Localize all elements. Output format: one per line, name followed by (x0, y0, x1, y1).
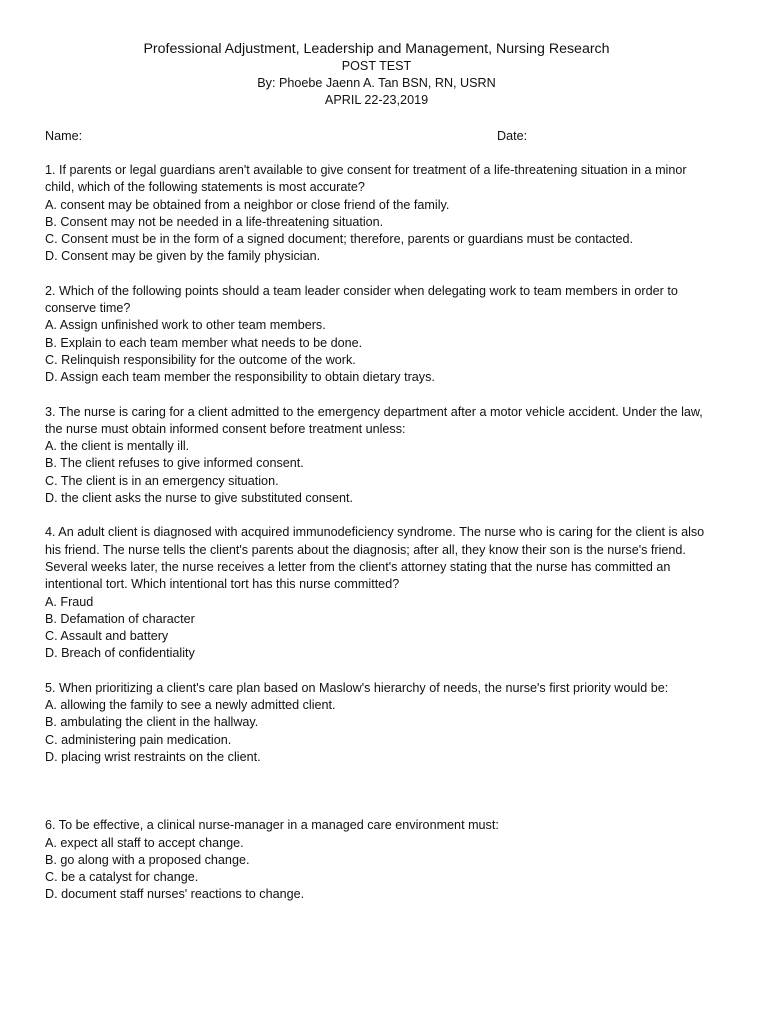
document-header (45, 0, 708, 109)
question-stem: 6. To be effective, a clinical nurse-manager in a managed care environment must: (45, 818, 499, 833)
question-option: D. document staff nurses' reactions to change. (45, 887, 305, 902)
question-stem: 4. An adult client is diagnosed with acquired immunodeficiency syndrome. The nurse who is caring for the client is also his friend. The nurse tells the client's parents about the diagnosis; after all, they know their son is the nurse's friend. Several weeks later, the nurse receives a letter from the client's attorney stating that the nurse has committed an intentional tort. Which intentional tort has this nurse committed? (45, 525, 705, 592)
question-option: D. Breach of confidentiality (45, 646, 195, 661)
document-subtitle: POST TEST (341, 59, 412, 73)
question-option: D. Consent may be given by the family physician. (45, 249, 321, 264)
document-author: By: Phoebe Jaenn A. Tan BSN, RN, USRN (257, 76, 496, 90)
question-option: B. Explain to each team member what needs to be done. (45, 335, 363, 350)
question-option: B. ambulating the client in the hallway. (45, 715, 259, 730)
question-option: A. consent may be obtained from a neighbor or close friend of the family. (45, 197, 450, 212)
question-stem: 2. Which of the following points should a team leader consider when delegating work to team members in order to conserve time? (45, 283, 678, 316)
question-option: A. Fraud (45, 594, 94, 609)
document-date: APRIL 22-23,2019 (324, 93, 429, 107)
question-option: D. placing wrist restraints on the client. (45, 749, 261, 764)
question-option: A. the client is mentally ill. (45, 439, 190, 454)
question-option: C. be a catalyst for change. (45, 870, 199, 885)
date-label: Date: (497, 129, 528, 143)
question-stem: 5. When prioritizing a client's care plan based on Maslow's hierarchy of needs, the nurse's first priority would be: (45, 680, 669, 695)
question-option: B. Consent may not be needed in a life-threatening situation. (45, 214, 384, 229)
question-1 (45, 162, 708, 266)
question-option: C. The client is in an emergency situation. (45, 473, 279, 488)
question-option: D. Assign each team member the responsibility to obtain dietary trays. (45, 370, 435, 385)
question-option: C. Relinquish responsibility for the outcome of the work. (45, 352, 356, 367)
question-6 (45, 817, 708, 903)
question-option: D. the client asks the nurse to give substituted consent. (45, 491, 354, 506)
question-option: A. allowing the family to see a newly admitted client. (45, 698, 336, 713)
question-option: B. The client refuses to give informed consent. (45, 456, 304, 471)
question-2 (45, 283, 708, 387)
question-option: A. Assign unfinished work to other team members. (45, 318, 326, 333)
question-option: A. expect all staff to accept change. (45, 835, 244, 850)
question-option: B. Defamation of character (45, 611, 195, 626)
question-option: C. administering pain medication. (45, 732, 232, 747)
question-option: B. go along with a proposed change. (45, 852, 250, 867)
question-4 (45, 524, 708, 662)
document-title: Professional Adjustment, Leadership and Management, Nursing Research (143, 41, 610, 57)
question-5 (45, 680, 708, 766)
question-option: C. Assault and battery (45, 629, 169, 644)
question-stem: 3. The nurse is caring for a client admitted to the emergency department after a motor vehicle accident. Under the law, the nurse must obtain informed consent before treatment unless: (45, 404, 703, 436)
question-stem: 1. If parents or legal guardians aren't available to give consent for treatment of a life-threatening situation in a minor child, which of the following statements is most accurate? (45, 163, 687, 195)
info-row (45, 127, 708, 145)
question-3 (45, 404, 708, 508)
question-option: C. Consent must be in the form of a signed document; therefore, parents or guardians must be contacted. (45, 232, 634, 247)
name-label: Name: (45, 129, 83, 143)
